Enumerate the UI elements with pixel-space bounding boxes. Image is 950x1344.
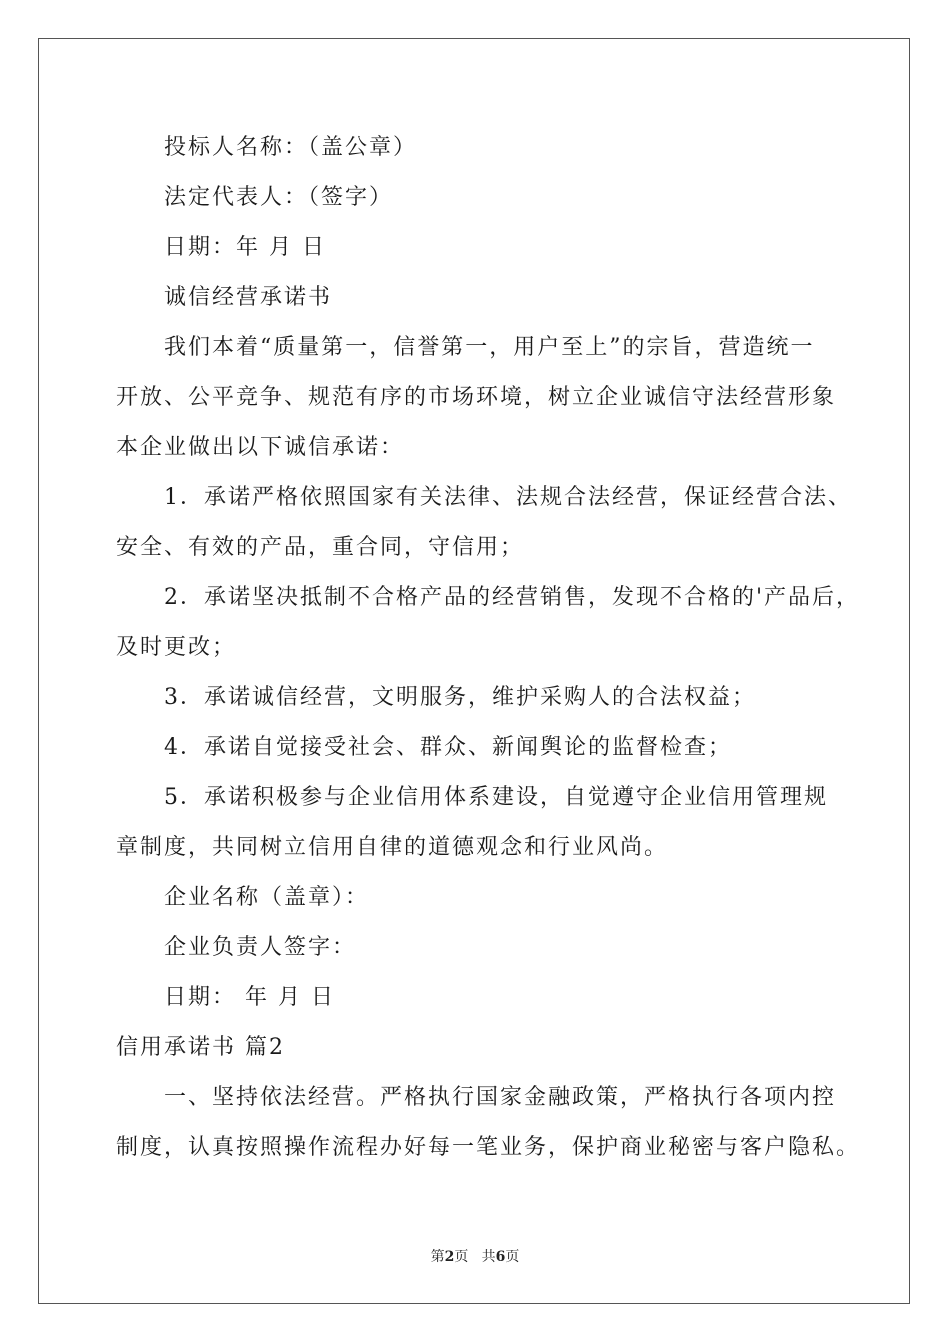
page-border <box>38 38 910 1304</box>
page-total: 6 <box>495 1249 506 1265</box>
paragraph-line: 我们本着“质量第一，信誉第一，用户至上”的宗旨，营造统一 <box>164 335 815 360</box>
paragraph-line: 制度，认真按照操作流程办好每一笔业务，保护商业秘密与客户隐私。 <box>116 1135 861 1160</box>
date-line: 日期：年 月 日 <box>164 235 326 260</box>
company-signature-line: 企业负责人签字： <box>164 935 357 960</box>
commitment-item-4: 4．承诺自觉接受社会、群众、新闻舆论的监督检查； <box>164 735 732 760</box>
paragraph-line: 章制度，共同树立信用自律的道德观念和行业风尚。 <box>116 835 669 860</box>
company-name-line: 企业名称（盖章）： <box>164 885 370 910</box>
commitment-item-1: 1．承诺严格依照国家有关法律、法规合法经营，保证经营合法、 <box>164 485 852 510</box>
paragraph-line: 一、坚持依法经营。严格执行国家金融政策，严格执行各项内控 <box>164 1085 837 1110</box>
paragraph-line: 开放、公平竞争、规范有序的市场环境，树立企业诚信守法经营形象 <box>116 385 837 410</box>
page-footer <box>0 1247 950 1267</box>
commitment-item-5: 5．承诺积极参与企业信用体系建设，自觉遵守企业信用管理规 <box>164 785 828 810</box>
paragraph-line: 及时更改； <box>116 635 237 660</box>
commitment-item-3: 3．承诺诚信经营，文明服务，维护采购人的合法权益； <box>164 685 756 710</box>
paragraph-line: 本企业做出以下诚信承诺： <box>116 435 405 460</box>
commitment-item-2: 2．承诺坚决抵制不合格产品的经营销售，发现不合格的'产品后， <box>164 585 861 610</box>
page-prefix: 第 <box>430 1249 445 1265</box>
section-title: 诚信经营承诺书 <box>164 285 333 310</box>
page-current: 2 <box>444 1249 455 1265</box>
page-middle: 页 共 <box>454 1249 496 1265</box>
bidder-name-line: 投标人名称：（盖公章） <box>164 135 418 160</box>
section-heading: 信用承诺书 篇2 <box>116 1035 285 1060</box>
page-suffix: 页 <box>505 1249 520 1265</box>
paragraph-line: 安全、有效的产品，重合同，守信用； <box>116 535 525 560</box>
date-line: 日期： 年 月 日 <box>164 985 335 1010</box>
legal-representative-line: 法定代表人：（签字） <box>164 185 394 210</box>
